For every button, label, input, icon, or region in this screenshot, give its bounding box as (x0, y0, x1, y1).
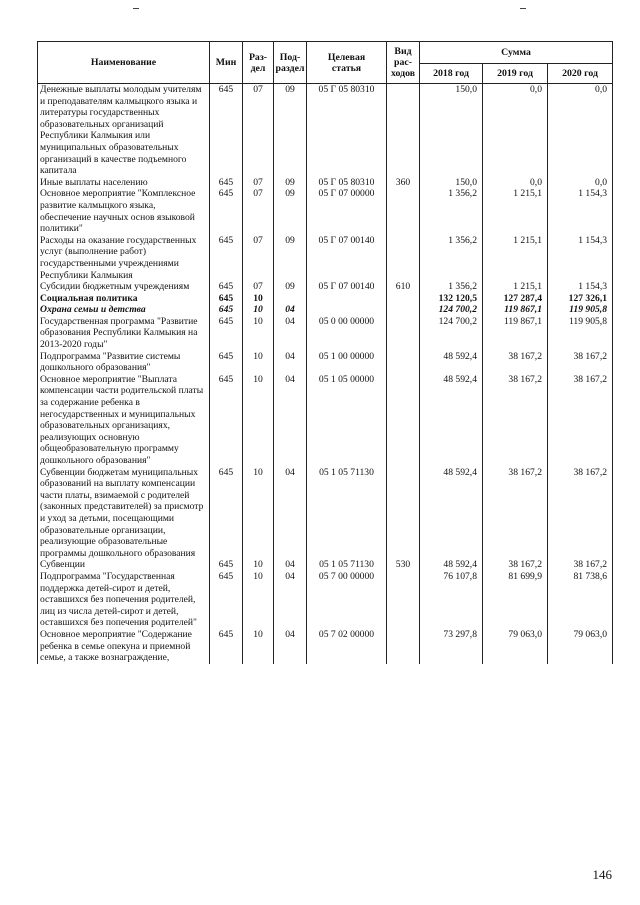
row-name: Социальная политика (38, 293, 210, 305)
row-target: 05 1 05 71130 (307, 559, 387, 571)
row-podrazdel: 04 (274, 316, 307, 351)
row-podrazdel: 09 (274, 281, 307, 293)
row-razdel: 07 (243, 84, 274, 177)
row-sum-2019: 1 215,1 (483, 281, 548, 293)
row-name: Иные выплаты населению (38, 177, 210, 189)
row-podrazdel: 04 (274, 351, 307, 374)
table-row (38, 235, 613, 281)
scan-mark-right (520, 8, 526, 9)
row-name: Субсидии бюджетным учреждениям (38, 281, 210, 293)
row-target (307, 293, 387, 305)
row-target: 05 1 05 00000 (307, 374, 387, 467)
row-podrazdel: 04 (274, 559, 307, 571)
row-sum-2020: 38 167,2 (548, 374, 613, 467)
row-sum-2020: 127 326,1 (548, 293, 613, 305)
row-sum-2019: 81 699,9 (483, 571, 548, 629)
row-min: 645 (210, 281, 243, 293)
row-expense-type: 610 (387, 281, 420, 293)
row-podrazdel: 09 (274, 235, 307, 281)
col-razdel-header: Раз- дел (243, 42, 274, 84)
row-target: 05 1 00 00000 (307, 351, 387, 374)
row-sum-2018: 48 592,4 (420, 351, 483, 374)
col-2019-header: 2019 год (483, 64, 548, 84)
row-name: Основное мероприятие "Выплата компенсации части родительской платы за содержание ребенка в негосударственных и муниципальных образовательных организациях, реализующих основную общеобразовательную программу дошкольного образования" (38, 374, 210, 467)
row-sum-2019: 38 167,2 (483, 374, 548, 467)
row-target: 05 Г 05 80310 (307, 84, 387, 177)
row-sum-2019: 38 167,2 (483, 467, 548, 560)
row-name: Субвенции (38, 559, 210, 571)
row-sum-2018: 124 700,2 (420, 304, 483, 316)
table-header (38, 42, 613, 84)
row-razdel: 07 (243, 281, 274, 293)
row-min: 645 (210, 559, 243, 571)
row-razdel: 10 (243, 467, 274, 560)
row-razdel: 10 (243, 559, 274, 571)
row-expense-type (387, 374, 420, 467)
col-name-header: Наименование (38, 42, 210, 84)
col-2020-header: 2020 год (548, 64, 613, 84)
row-sum-2019: 0,0 (483, 84, 548, 177)
row-min: 645 (210, 351, 243, 374)
table-body (38, 84, 613, 664)
row-sum-2020: 0,0 (548, 177, 613, 189)
row-sum-2019: 1 215,1 (483, 235, 548, 281)
table-row (38, 316, 613, 351)
row-name: Охрана семьи и детства (38, 304, 210, 316)
row-sum-2019: 38 167,2 (483, 351, 548, 374)
row-name: Государственная программа "Развитие образования Республики Калмыкия на 2013-2020 годы" (38, 316, 210, 351)
row-name: Подпрограмма "Развитие системы дошкольного образования" (38, 351, 210, 374)
row-target: 05 Г 07 00140 (307, 235, 387, 281)
table-row (38, 293, 613, 305)
row-sum-2018: 76 107,8 (420, 571, 483, 629)
col-min-header: Мин (210, 42, 243, 84)
row-razdel: 10 (243, 571, 274, 629)
row-podrazdel: 04 (274, 571, 307, 629)
row-podrazdel: 04 (274, 467, 307, 560)
row-min: 645 (210, 304, 243, 316)
row-sum-2020: 38 167,2 (548, 351, 613, 374)
row-target: 05 Г 07 00140 (307, 281, 387, 293)
row-min: 645 (210, 629, 243, 664)
row-sum-2018: 150,0 (420, 177, 483, 189)
table-row (38, 571, 613, 629)
row-podrazdel: 09 (274, 177, 307, 189)
row-sum-2019: 0,0 (483, 177, 548, 189)
row-name: Денежные выплаты молодым учителям и преподавателям калмыцкого языка и литературы государственных образовательных организаций Республики Калмыкия или муниципальных образовательных организаций в качестве подъемного капитала (38, 84, 210, 177)
row-sum-2018: 1 356,2 (420, 235, 483, 281)
row-target: 05 1 05 71130 (307, 467, 387, 560)
table-row (38, 304, 613, 316)
col-podrazdel-header: Под- раздел (274, 42, 307, 84)
row-sum-2020: 79 063,0 (548, 629, 613, 664)
row-target: 05 7 00 00000 (307, 571, 387, 629)
row-target: 05 7 02 00000 (307, 629, 387, 664)
row-razdel: 10 (243, 351, 274, 374)
row-sum-2018: 48 592,4 (420, 559, 483, 571)
budget-table (37, 41, 613, 664)
row-sum-2018: 48 592,4 (420, 467, 483, 560)
row-min: 645 (210, 84, 243, 177)
row-name: Подпрограмма "Государственная поддержка детей-сирот и детей, оставшихся без попечения родителей, лиц из числа детей-сирот и детей, оставшихся без попечения родителей" (38, 571, 210, 629)
row-sum-2020: 119 905,8 (548, 316, 613, 351)
row-sum-2020: 81 738,6 (548, 571, 613, 629)
row-sum-2018: 73 297,8 (420, 629, 483, 664)
row-sum-2018: 150,0 (420, 84, 483, 177)
row-razdel: 07 (243, 235, 274, 281)
row-expense-type (387, 235, 420, 281)
table-row (38, 559, 613, 571)
table-row (38, 629, 613, 664)
row-expense-type (387, 84, 420, 177)
row-podrazdel (274, 293, 307, 305)
row-min: 645 (210, 571, 243, 629)
row-sum-2019: 79 063,0 (483, 629, 548, 664)
row-sum-2019: 38 167,2 (483, 559, 548, 571)
row-sum-2019: 119 867,1 (483, 316, 548, 351)
row-name: Основное мероприятие "Содержание ребенка в семье опекуна и приемной семье, а также вознаграждение, (38, 629, 210, 664)
row-expense-type: 360 (387, 177, 420, 189)
row-sum-2020: 119 905,8 (548, 304, 613, 316)
row-sum-2018: 1 356,2 (420, 281, 483, 293)
row-sum-2019: 1 215,1 (483, 188, 548, 234)
row-sum-2019: 119 867,1 (483, 304, 548, 316)
row-expense-type: 530 (387, 559, 420, 571)
row-target: 05 Г 05 80310 (307, 177, 387, 189)
row-razdel: 10 (243, 293, 274, 305)
table-row (38, 374, 613, 467)
row-min: 645 (210, 467, 243, 560)
table-row (38, 188, 613, 234)
row-expense-type (387, 293, 420, 305)
col-sum-header: Сумма (420, 42, 613, 64)
row-podrazdel: 04 (274, 304, 307, 316)
row-podrazdel: 09 (274, 188, 307, 234)
row-name: Субвенции бюджетам муниципальных образований на выплату компенсации части платы, взимаемой с родителей (законных представителей) за присмотр и уход за детьми, посещающими образовательные организации, реализующие образовательные программы дошкольного образования (38, 467, 210, 560)
row-razdel: 10 (243, 316, 274, 351)
row-min: 645 (210, 177, 243, 189)
row-min: 645 (210, 235, 243, 281)
table-row (38, 351, 613, 374)
row-razdel: 10 (243, 629, 274, 664)
row-min: 645 (210, 293, 243, 305)
row-expense-type (387, 571, 420, 629)
row-min: 645 (210, 316, 243, 351)
table-row (38, 467, 613, 560)
row-name: Расходы на оказание государственных услуг (выполнение работ) государственными учреждениями Республики Калмыкия (38, 235, 210, 281)
table-row (38, 177, 613, 189)
row-expense-type (387, 188, 420, 234)
row-sum-2018: 1 356,2 (420, 188, 483, 234)
row-sum-2019: 127 287,4 (483, 293, 548, 305)
col-2018-header: 2018 год (420, 64, 483, 84)
row-podrazdel: 04 (274, 374, 307, 467)
row-sum-2018: 132 120,5 (420, 293, 483, 305)
row-razdel: 10 (243, 304, 274, 316)
row-sum-2020: 38 167,2 (548, 559, 613, 571)
row-sum-2020: 1 154,3 (548, 235, 613, 281)
row-target (307, 304, 387, 316)
row-expense-type (387, 316, 420, 351)
row-sum-2018: 124 700,2 (420, 316, 483, 351)
col-target-header: Целевая статья (307, 42, 387, 84)
row-expense-type (387, 467, 420, 560)
scan-mark-left (133, 8, 139, 9)
row-sum-2018: 48 592,4 (420, 374, 483, 467)
row-expense-type (387, 351, 420, 374)
row-podrazdel: 09 (274, 84, 307, 177)
row-podrazdel: 04 (274, 629, 307, 664)
col-expense-type-header: Вид рас- ходов (387, 42, 420, 84)
row-razdel: 07 (243, 177, 274, 189)
row-target: 05 0 00 00000 (307, 316, 387, 351)
row-sum-2020: 38 167,2 (548, 467, 613, 560)
table-row (38, 281, 613, 293)
row-min: 645 (210, 188, 243, 234)
row-min: 645 (210, 374, 243, 467)
row-expense-type (387, 304, 420, 316)
row-name: Основное мероприятие "Комплексное развитие калмыцкого языка, обеспечение научных основ языковой политики" (38, 188, 210, 234)
page-number: 146 (592, 867, 612, 882)
row-expense-type (387, 629, 420, 664)
row-sum-2020: 1 154,3 (548, 188, 613, 234)
table-row (38, 84, 613, 177)
row-sum-2020: 0,0 (548, 84, 613, 177)
row-razdel: 07 (243, 188, 274, 234)
row-sum-2020: 1 154,3 (548, 281, 613, 293)
row-target: 05 Г 07 00000 (307, 188, 387, 234)
row-razdel: 10 (243, 374, 274, 467)
